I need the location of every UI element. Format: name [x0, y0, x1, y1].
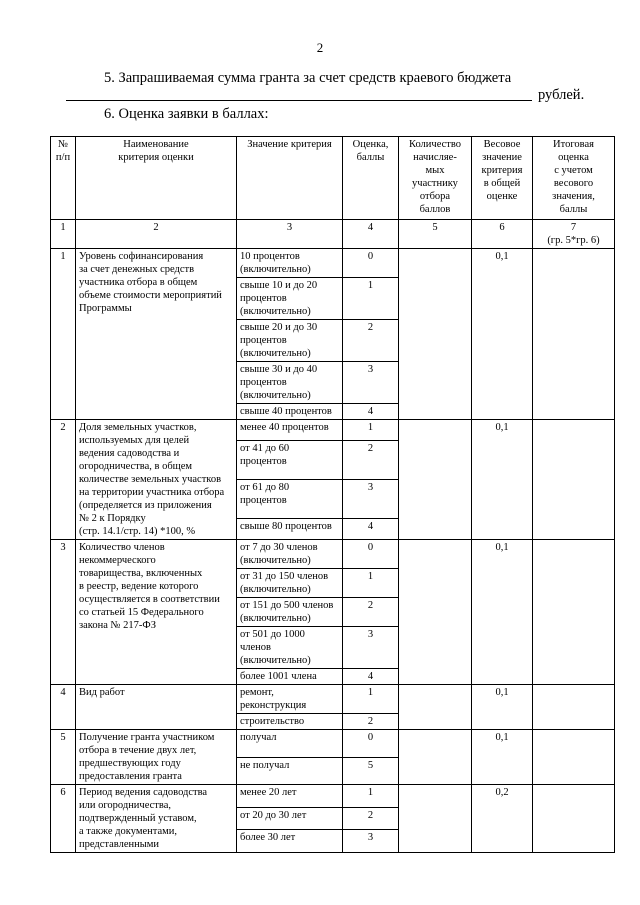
- table-row: [51, 420, 615, 441]
- points-awarded-cell: [399, 540, 472, 685]
- criterion-name: Доля земельных участков, используемых для целей ведения садоводства и огородничества, в общем количестве земельных участков на территории участника отбора (определяется из приложения № 2 к Порядку (стр. 14.1/стр. 14) *100, %: [76, 420, 237, 540]
- criterion-value: свыше 40 процентов: [237, 404, 343, 420]
- criterion-weight: 0,1: [472, 540, 533, 685]
- criterion-weight: 0,1: [472, 420, 533, 540]
- criterion-value: от 7 до 30 членов (включительно): [237, 540, 343, 569]
- criterion-score: 2: [343, 714, 399, 730]
- criterion-value: от 61 до 80 процентов: [237, 479, 343, 518]
- criteria-table-body: [51, 249, 615, 853]
- column-numbers-row: [51, 220, 615, 249]
- criterion-score: 4: [343, 404, 399, 420]
- criterion-value: более 30 лет: [237, 830, 343, 853]
- table-row: [51, 540, 615, 569]
- header-final-score: Итоговая оценка с учетом весового значения, баллы: [533, 137, 615, 220]
- criterion-name: Получение гранта участником отбора в течение двух лет, предшествующих году предоставления гранта: [76, 730, 237, 785]
- column-number: 5: [399, 220, 472, 249]
- criterion-name: Вид работ: [76, 685, 237, 730]
- criterion-number: 1: [51, 249, 76, 420]
- criterion-value: строительство: [237, 714, 343, 730]
- column-number: 6: [472, 220, 533, 249]
- criterion-score: 1: [343, 685, 399, 714]
- column-number: 3: [237, 220, 343, 249]
- criterion-score: 4: [343, 518, 399, 539]
- criterion-score: 3: [343, 479, 399, 518]
- final-score-cell: [533, 785, 615, 853]
- points-awarded-cell: [399, 420, 472, 540]
- criterion-weight: 0,1: [472, 249, 533, 420]
- grant-amount-label: 5. Запрашиваемая сумма гранта за счет средств краевого бюджета: [104, 70, 512, 86]
- table-header-row: [51, 137, 615, 220]
- table-row: [51, 249, 615, 278]
- column-number: 4: [343, 220, 399, 249]
- column-number: 1: [51, 220, 76, 249]
- criterion-score: 0: [343, 249, 399, 278]
- column-number: 2: [76, 220, 237, 249]
- header-points-awarded: Количество начисляе- мых участнику отбора баллов: [399, 137, 472, 220]
- header-number: № п/п: [51, 137, 76, 220]
- criterion-score: 1: [343, 278, 399, 320]
- criterion-value: свыше 30 и до 40 процентов (включительно): [237, 362, 343, 404]
- final-score-cell: [533, 420, 615, 540]
- grant-amount-blank-line: [66, 100, 532, 101]
- criterion-name: Количество членов некоммерческого товарищества, включенных в реестр, ведение которого осуществляется в соответствии со статьей 15 Федерального закона № 217-ФЗ: [76, 540, 237, 685]
- criterion-value: не получал: [237, 757, 343, 785]
- criterion-value: свыше 20 и до 30 процентов (включительно): [237, 320, 343, 362]
- points-awarded-cell: [399, 730, 472, 785]
- criterion-weight: 0,1: [472, 730, 533, 785]
- criterion-value: от 501 до 1000 членов (включительно): [237, 627, 343, 669]
- final-score-cell: [533, 685, 615, 730]
- criterion-score: 3: [343, 627, 399, 669]
- column-number: 7 (гр. 5*гр. 6): [533, 220, 615, 249]
- criterion-value: свыше 80 процентов: [237, 518, 343, 539]
- points-awarded-cell: [399, 249, 472, 420]
- criterion-score: 3: [343, 362, 399, 404]
- criteria-table: [50, 136, 615, 853]
- currency-unit: рублей.: [538, 87, 585, 103]
- criterion-number: 3: [51, 540, 76, 685]
- criterion-number: 6: [51, 785, 76, 853]
- criterion-value: свыше 10 и до 20 процентов (включительно): [237, 278, 343, 320]
- criterion-score: 4: [343, 669, 399, 685]
- criterion-score: 2: [343, 807, 399, 830]
- page-number: 2: [316, 40, 324, 55]
- criterion-weight: 0,2: [472, 785, 533, 853]
- criterion-value: от 41 до 60 процентов: [237, 441, 343, 480]
- criterion-score: 3: [343, 830, 399, 853]
- criterion-score: 0: [343, 730, 399, 758]
- criterion-score: 2: [343, 598, 399, 627]
- points-awarded-cell: [399, 685, 472, 730]
- criterion-score: 0: [343, 540, 399, 569]
- criterion-weight: 0,1: [472, 685, 533, 730]
- final-score-cell: [533, 730, 615, 785]
- criterion-score: 1: [343, 785, 399, 808]
- final-score-cell: [533, 249, 615, 420]
- criterion-score: 5: [343, 757, 399, 785]
- criterion-number: 4: [51, 685, 76, 730]
- criterion-name: Уровень софинансирования за счет денежных средств участника отбора в общем объеме стоимости мероприятий Программы: [76, 249, 237, 420]
- criterion-score: 1: [343, 420, 399, 441]
- criterion-name: Период ведения садоводства или огородничества, подтвержденный уставом, а также документами, представленными: [76, 785, 237, 853]
- criterion-score: 2: [343, 441, 399, 480]
- criterion-value: от 151 до 500 членов (включительно): [237, 598, 343, 627]
- criterion-value: от 31 до 150 членов (включительно): [237, 569, 343, 598]
- header-criterion-value: Значение критерия: [237, 137, 343, 220]
- table-row: [51, 730, 615, 758]
- table-row: [51, 685, 615, 714]
- header-score: Оценка, баллы: [343, 137, 399, 220]
- header-criterion-name: Наименование критерия оценки: [76, 137, 237, 220]
- criterion-number: 2: [51, 420, 76, 540]
- header-weight: Весовое значение критерия в общей оценке: [472, 137, 533, 220]
- final-score-cell: [533, 540, 615, 685]
- table-row: [51, 785, 615, 808]
- criterion-value: менее 40 процентов: [237, 420, 343, 441]
- points-awarded-cell: [399, 785, 472, 853]
- criterion-number: 5: [51, 730, 76, 785]
- criterion-value: менее 20 лет: [237, 785, 343, 808]
- criterion-score: 2: [343, 320, 399, 362]
- criterion-value: от 20 до 30 лет: [237, 807, 343, 830]
- criterion-value: получал: [237, 730, 343, 758]
- criterion-value: ремонт, реконструкция: [237, 685, 343, 714]
- criterion-score: 1: [343, 569, 399, 598]
- scoring-section-title: 6. Оценка заявки в баллах:: [104, 106, 269, 122]
- criterion-value: 10 процентов (включительно): [237, 249, 343, 278]
- criterion-value: более 1001 члена: [237, 669, 343, 685]
